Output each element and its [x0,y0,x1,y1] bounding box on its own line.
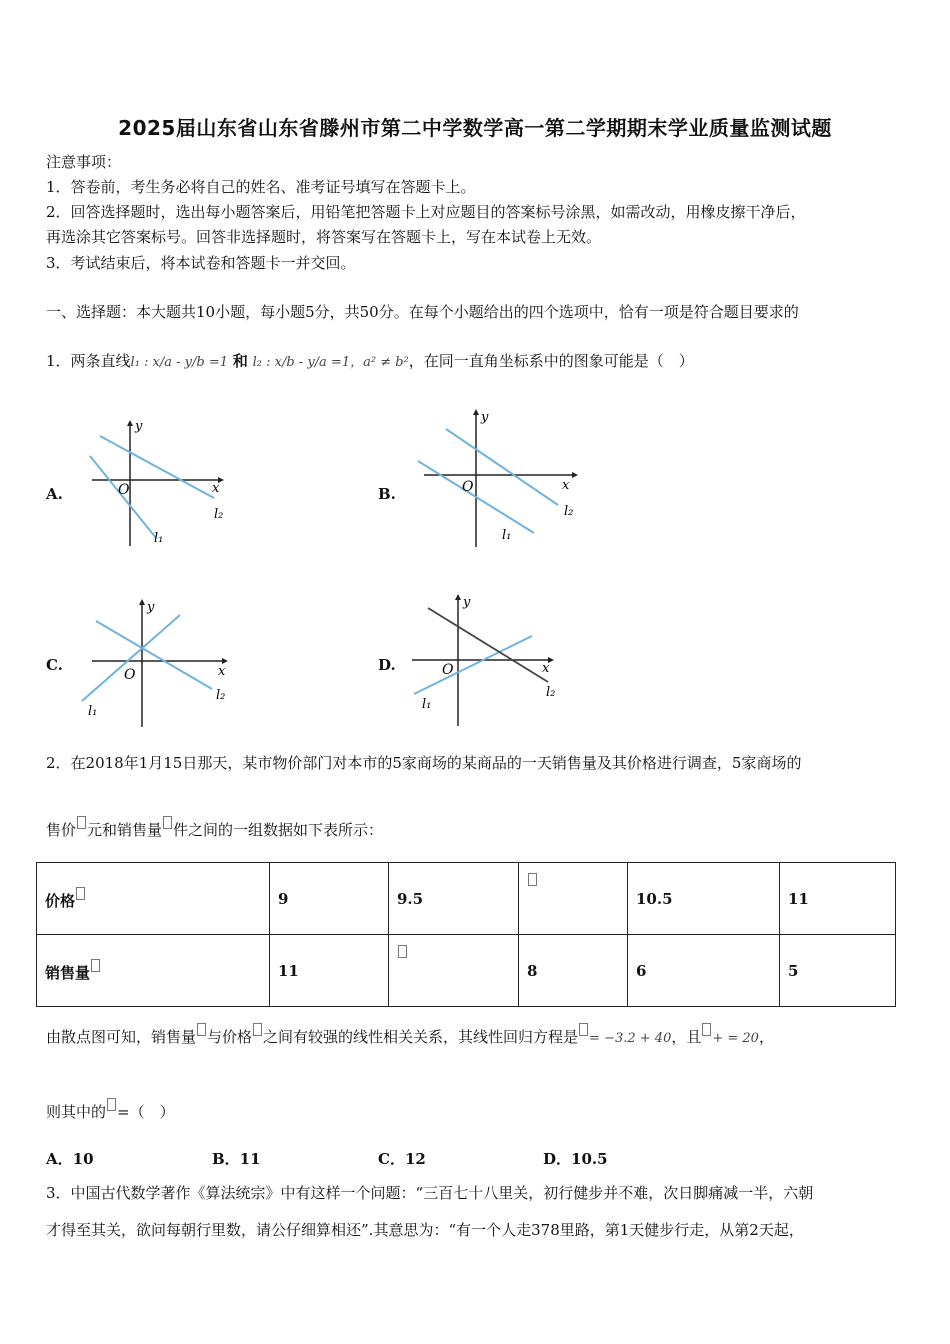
choice-a[interactable]: A．10 [46,1150,94,1168]
missing-glyph-icon [107,1098,116,1111]
l1-label: l₁ [154,531,164,546]
missing-glyph-icon [579,1023,588,1036]
q1-line-l2: l₂ : x/b - y/a =1 [252,355,351,370]
page-title: 2025届山东省山东省滕州市第二中学数学高一第二学期期末学业质量监测试题 [118,116,832,140]
table-cell: 8 [519,935,628,1007]
table-row [37,935,896,1007]
question-2-line4 [46,1098,175,1122]
missing-glyph-icon [77,816,86,829]
missing-glyph-icon [253,1023,262,1036]
y-label: y [463,595,471,610]
q2-text: 由散点图可知，销售量 [46,1028,197,1046]
question-2-line2 [46,816,383,840]
option-c-label[interactable]: C. [46,656,63,674]
q2-text: 售价 [46,821,77,839]
section-heading: 一、选择题：本大题共10小题，每小题5分，共50分。在每个小题给出的四个选项中，恰有一项是符合题目要求的 [46,303,799,321]
table-cell: 5 [780,935,896,1007]
line-l2 [96,621,212,689]
q2-text: 元和销售量 [87,821,163,839]
y-label: y [147,600,155,615]
origin-label: O [118,482,130,498]
missing-glyph-icon [528,873,537,886]
question-2-line3 [46,1023,774,1049]
table-cell: 价格 [37,863,270,935]
question-2-line1: 2．在2018年1月15日那天，某市物价部门对本市的5家商场的某商品的一天销售量及其价格进行调查，5家商场的 [46,754,802,772]
table-cell: 10.5 [628,863,780,935]
table-cell: 11 [270,935,389,1007]
graph-option-d[interactable] [408,590,566,728]
sum-equation: + = 20 [712,1031,759,1046]
q2-text: =（ ） [117,1103,175,1121]
missing-glyph-icon [91,959,100,972]
l1-label: l₁ [422,697,432,712]
l2-label: l₂ [546,685,556,700]
choice-d[interactable]: D．10.5 [543,1150,608,1168]
table-cell: 销售量 [37,935,270,1007]
x-label: x [562,478,570,493]
q2-text: 与价格 [207,1028,253,1046]
origin-label: O [462,479,474,495]
q1-line-l1: l₁ : x/a - y/b =1 [130,355,229,370]
missing-glyph-icon [197,1023,206,1036]
graph-option-c[interactable] [78,597,234,729]
x-axis-arrow [572,472,578,478]
missing-glyph-icon [163,816,172,829]
table-cell: 11 [780,863,896,935]
notice-item: 再选涂其它答案标号。回答非选择题时，将答案写在答题卡上，写在本试卷上无效。 [46,228,602,246]
missing-glyph-icon [702,1023,711,1036]
origin-label: O [124,667,136,683]
question-3-line2: 才得至其关，欲问每朝行里数，请公仔细算相还”.其意思为：“有一个人走378里路，第1天健步行走，从第2天起， [46,1221,804,1239]
x-label: x [212,481,220,496]
l1-label: l₁ [502,528,512,543]
option-d-label[interactable]: D. [378,656,396,674]
missing-glyph-icon [398,945,407,958]
q1-prefix: 1．两条直线 [46,352,131,370]
choice-b[interactable]: B．11 [212,1150,261,1168]
question-3-line1: 3．中国古代数学著作《算法统宗》中有这样一个问题：“三百七十八里关，初行健步并不难，次日脚痛减一半，六朝 [46,1184,814,1202]
notice-item: 3．考试结束后，将本试卷和答题卡一并交回。 [46,254,356,272]
question-1-text [46,351,694,373]
y-axis-arrow [455,594,461,600]
table-cell: 9.5 [389,863,519,935]
y-axis-arrow [127,420,133,426]
q1-suffix: ，在同一直角坐标系中的图象可能是（ ） [408,352,694,370]
y-axis-arrow [473,409,479,415]
missing-glyph-icon [76,887,85,900]
y-axis-arrow [139,599,145,605]
option-b-label[interactable]: B. [378,485,396,503]
origin-label: O [442,662,454,678]
graph-option-a[interactable] [86,418,228,550]
table-cell: 6 [628,935,780,1007]
q2-text: 件之间的一组数据如下表所示： [173,821,384,839]
data-table [36,862,896,1007]
notice-heading: 注意事项： [46,153,122,171]
line-l1 [414,636,532,694]
q1-and: 和 [232,352,248,370]
l2-label: l₂ [214,507,224,522]
table-cell: 9 [270,863,389,935]
table-row [37,863,896,935]
q2-text: 之间有较强的线性相关关系，其线性回归方程是 [263,1028,579,1046]
table-cell [389,935,519,1007]
x-label: x [542,661,550,676]
y-label: y [481,410,489,425]
graph-option-b[interactable] [412,405,580,550]
line-l1 [82,615,180,701]
q2-text: ， [758,1028,774,1046]
l2-label: l₂ [564,504,574,519]
notice-item: 1．答卷前，考生务必将自己的姓名、准考证号填写在答题卡上。 [46,178,476,196]
l2-label: l₂ [216,688,226,703]
regression-equation: = −3.2 + 40 [589,1031,672,1046]
table-cell [519,863,628,935]
choice-c[interactable]: C．12 [378,1150,426,1168]
notice-item: 2．回答选择题时，选出每小题答案后，用铅笔把答题卡上对应题目的答案标号涂黑，如需改动，用橡皮擦干净后， [46,203,806,221]
x-label: x [218,664,226,679]
q2-text: ，且 [671,1028,702,1046]
y-label: y [135,419,143,434]
q1-condition: ，a² ≠ b² [350,355,409,370]
l1-label: l₁ [88,704,98,719]
option-a-label[interactable]: A. [46,485,63,503]
q2-text: 则其中的 [46,1103,107,1121]
